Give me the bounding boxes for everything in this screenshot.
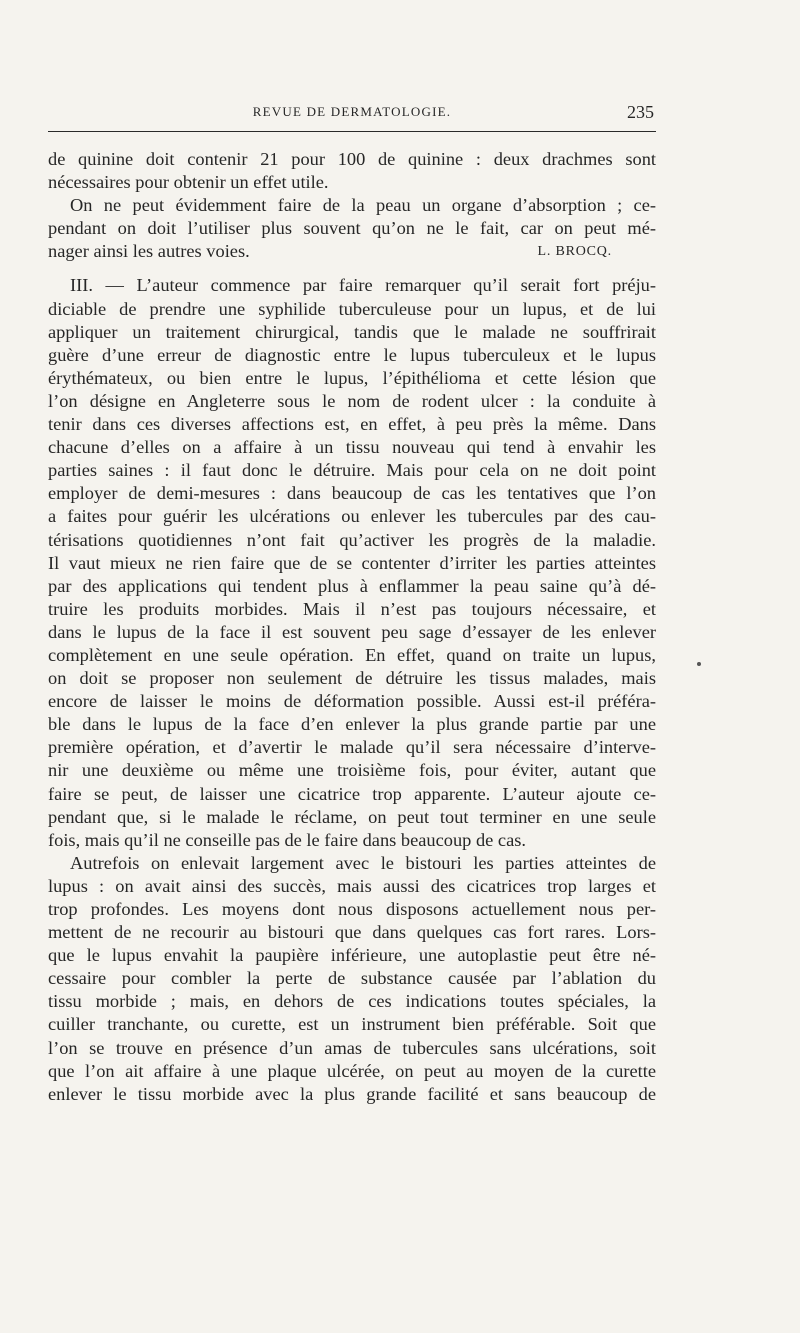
text-line: Il vaut mieux ne rien faire que de se contenter d’irriter les parties atteintes [48,552,656,573]
author-signature: L. BROCQ. [537,244,612,260]
text-line: employer de demi-mesures : dans beaucoup de cas les tentatives que l’on [48,483,656,504]
text-line: chacune d’elles on a affaire à un tissu nouveau qui tend à envahir les [48,437,656,458]
text-line: érythémateux, ou bien entre le lupus, l’épithélioma et cette lésion que [48,367,656,388]
text-line: On ne peut évidemment faire de la peau un organe d’absorption ; ce- [70,195,656,216]
running-title: REVUE DE DERMATOLOGIE. [252,104,452,119]
text-line: tissu morbide ; mais, en dehors de ces indications toutes spéciales, la [48,991,656,1012]
text-line: faire se peut, de laisser une cicatrice trop apparente. L’auteur ajoute ce- [48,783,656,804]
text-line: fois, mais qu’il ne conseille pas de le faire dans beaucoup de cas. [48,829,526,850]
text-line: lupus : on avait ainsi des succès, mais aussi des cicatrices trop larges et [48,875,656,896]
text-line: enlever le tissu morbide avec la plus grande facilité et sans beaucoup de [48,1083,656,1104]
text-line: cessaire pour combler la perte de substance causée par l’ablation du [48,968,656,989]
text-line: l’on désigne en Angleterre sous le nom de rodent ulcer : la conduite à [48,390,656,411]
text-line: a faites pour guérir les ulcérations ou enlever les tubercules par des cau- [48,506,656,527]
header-rule [48,131,656,132]
text-line: que le lupus envahit la paupière inférieure, une autoplastie peut être né- [48,945,656,966]
text-line: par des applications qui tendent plus à enflammer la peau saine qu’à dé- [48,575,656,596]
text-line: pendant que, si le malade le réclame, on peut tout terminer en une seule [48,806,656,827]
text-line: nécessaires pour obtenir un effet utile. [48,172,329,193]
text-line: parties saines : il faut donc le détruire. Mais pour cela on ne doit point [48,460,656,481]
text-line: trop profondes. Les moyens dont nous disposons actuellement nous per- [48,899,656,919]
body-text [48,148,656,1106]
signature-line [48,240,656,263]
text-line: encore de laisser le moins de déformation possible. Aussi est-il préféra- [48,691,656,712]
text-line: que l’on ait affaire à une plaque ulcérée, on peut au moyen de la curette [48,1060,656,1081]
section-heading-line: III. — L’auteur commence par faire remarquer qu’il serait fort préju- [70,275,656,296]
page-number: 235 [627,102,654,122]
text-line: diciable de prendre une syphilide tuberculeuse pour un lupus, et de lui [48,298,656,319]
running-head [48,104,656,126]
text-line: cuiller tranchante, ou curette, est un instrument bien préférable. Soit que [48,1014,656,1035]
text-line: appliquer un traitement chirurgical, tandis que le malade ne souffrirait [48,321,656,342]
text-line: nir une deuxième ou même une troisième fois, pour éviter, autant que [48,760,656,781]
text-line: Autrefois on enlevait largement avec le bistouri les parties atteintes de [70,852,656,873]
text-line: nager ainsi les autres voies. [48,241,250,262]
text-line: guère d’une erreur de diagnostic entre le lupus tuberculeux et le lupus [48,344,656,365]
ink-speck [697,662,701,666]
text-line: complètement en une seule opération. En effet, quand on traite un lupus, [48,644,656,665]
text-line: première opération, et d’avertir le malade qu’il sera nécessaire d’interve- [48,737,656,758]
text-line: de quinine doit contenir 21 pour 100 de quinine : deux drachmes sont [48,149,656,169]
text-line: dans le lupus de la face il est souvent peu sage d’essayer de les enlever [48,621,656,642]
text-line: truire les produits morbides. Mais il n’est pas toujours nécessaire, et [48,598,656,619]
text-line: mettent de ne recourir au bistouri que dans quelques cas fort rares. Lors- [48,922,656,943]
text-line: on doit se proposer non seulement de détruire les tissus malades, mais [48,668,656,689]
text-line: l’on se trouve en présence d’un amas de tubercules sans ulcérations, soit [48,1037,656,1058]
section-3 [48,274,656,851]
text-line: pendant on doit l’utiliser plus souvent qu’on ne le fait, car on peut mé- [48,218,656,239]
text-line: tenir dans ces diverses affections est, en effet, à peu près la même. Dans [48,414,656,435]
text-line: ble dans le lupus de la face d’en enlever la plus grande partie par une [48,714,656,735]
text-line: térisations quotidiennes n’ont fait qu’activer les progrès de la maladie. [48,529,656,550]
